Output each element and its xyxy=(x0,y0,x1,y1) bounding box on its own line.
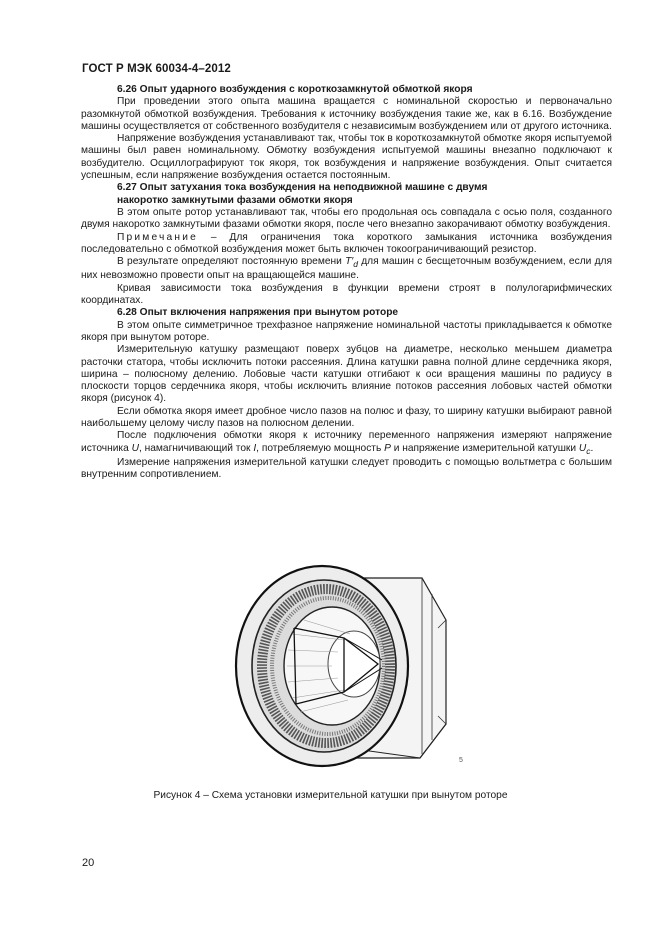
symbol-U: U xyxy=(131,442,139,454)
section-6-27-title xyxy=(81,182,612,207)
page-number: 20 xyxy=(82,857,95,869)
text-run: для машин с бесщеточным возбуждением, если для них невозможно провести опыт на вращающейся машине. xyxy=(81,256,612,282)
time-constant-symbol: T′ xyxy=(345,256,354,268)
note-text: Для ограничения тока короткого замыкания источника возбуждения последовательно с обмоткой возбуждения может быть включен токоограничивающий резистор. xyxy=(81,231,612,255)
section-6-26-paragraph: При проведении этого опыта машина вращается с номинальной скоростью и первоначально разомкнутой обмоткой возбуждения. Требования к источнику возбуждения такие же, как в 6.16. Возбуждение машины осуществляется от собственного возбудителя с независимым возбуждением или от другого источника. xyxy=(81,96,612,132)
section-6-26-paragraph: Напряжение возбуждения устанавливают так, чтобы ток в короткозамкнутой обмотке якоря испытуемой машины был равен номинальному. Обмотку возбуждения испытуемой машины внезапно подключают к возбудителю. Осциллографируют ток якоря, ток возбуждения и напряжение возбуждения. Опыт считается успешным, если напряжение возбуждения остается постоянным. xyxy=(81,133,612,182)
text-run: , намагничивающий ток xyxy=(138,442,254,454)
note-label: Примечание xyxy=(117,231,198,243)
text-run: , потребляемую мощность xyxy=(256,442,385,454)
symbol-Uc-subscript: c xyxy=(586,445,591,456)
text-run: В результате определяют постоянную времени xyxy=(117,256,346,268)
section-6-28-paragraph: Измерение напряжения измерительной катушки следует проводить с помощью вольтметра с большим внутренним сопротивлением. xyxy=(81,456,612,481)
text-run: После подключения обмотки якоря к источнику переменного напряжения измеряют напряжение источника xyxy=(81,430,612,454)
section-6-27-paragraph: В этом опыте ротор устанавливают так, чтобы его продольная ось совпадала с осью поля, созданного двумя накоротко замкнутыми фазами обмотки якоря, после чего внезапно закорачивают обмотку возбуждения. xyxy=(81,206,612,231)
figure-mark: 5 xyxy=(459,757,463,764)
section-6-27-title-line: накоротко замкнутыми фазами обмотки якоря xyxy=(117,194,353,206)
stator-bore-far-end xyxy=(328,631,380,697)
document-header: ГОСТ Р МЭК 60034-4–2012 xyxy=(82,63,231,75)
stator-measuring-coil-figure xyxy=(232,554,472,774)
section-6-28-title: 6.28 Опыт включения напряжения при вынутом роторе xyxy=(117,307,399,319)
symbol-Uc: U xyxy=(578,442,587,454)
text-run: . xyxy=(590,442,594,454)
section-6-28-paragraph: В этом опыте симметричное трехфазное напряжение номинальной частоты прикладывается к обмотке якоря при вынутом роторе. xyxy=(81,319,612,343)
page-body xyxy=(81,84,612,482)
section-6-27-note xyxy=(81,232,612,257)
text-run: и напряжение измерительной катушки xyxy=(390,442,579,454)
section-6-28-paragraph: Измерительную катушку размещают поверх зубцов на диаметре, несколько меньшем диаметра расточки статора, чтобы исключить потоки рассеяния. Длина катушки равна полной длине сердечника якоря, ширина – полюсному делению. Лобовые части катушки отгибают к оси вращения машины по радиусу в плоскости торцов сердечника якоря, чтобы исключить влияние потоков рассеяния лобовых частей обмотки якоря (рисунок 4). xyxy=(81,344,612,405)
symbol-P: P xyxy=(384,442,391,454)
section-6-27-paragraph: Кривая зависимости тока возбуждения в функции времени строят в полулогарифмических координатах. xyxy=(81,282,612,307)
section-6-27-title-line: 6.27 Опыт затухания тока возбуждения на неподвижной машине с двумя xyxy=(117,182,488,194)
section-6-28-paragraph: Если обмотка якоря имеет дробное число пазов на полюс и фазу, то ширину катушки выбирают равной наибольшему целому числу пазов на полюсном делении. xyxy=(81,405,612,430)
section-6-26-title: 6.26 Опыт ударного возбуждения с короткозамкнутой обмоткой якоря xyxy=(117,84,473,95)
time-constant-subscript: d xyxy=(353,259,358,270)
section-6-27-paragraph xyxy=(81,256,612,283)
figure-caption: Рисунок 4 – Схема установки измерительной катушки при вынутом роторе xyxy=(153,790,508,801)
note-dash: – xyxy=(197,231,230,243)
section-6-28-paragraph xyxy=(81,430,612,457)
symbol-I: I xyxy=(253,442,257,454)
